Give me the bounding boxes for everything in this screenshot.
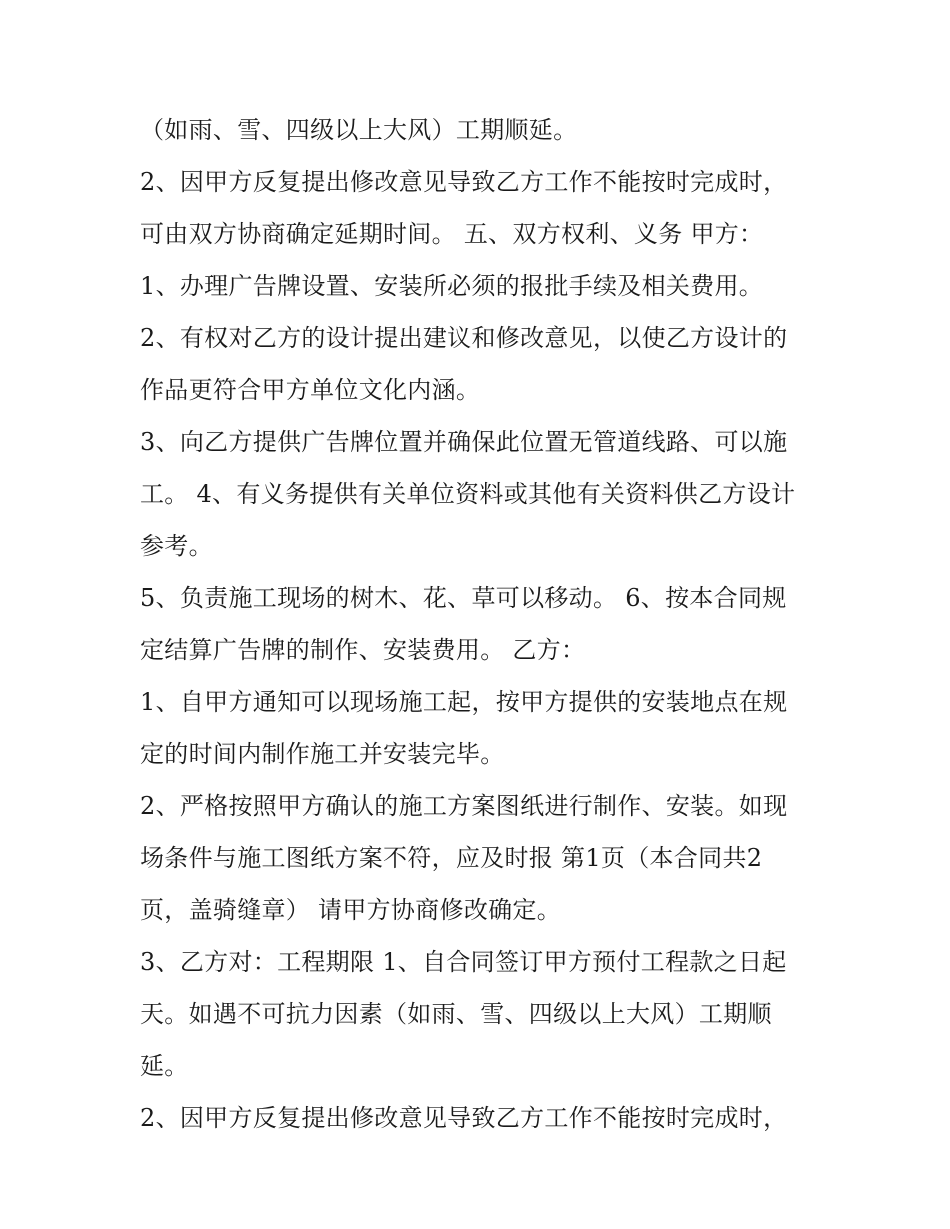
text-line-1: （如雨、雪、四级以上大风）工期顺延。 (140, 116, 578, 144)
text-line-11: 定结算广告牌的制作、安装费用。 乙方： (140, 636, 586, 664)
text-line-18: 天。如遇不可抗力因素（如雨、雪、四级以上大风）工期顺 (140, 1000, 772, 1028)
text-line-14: 2、严格按照甲方确认的施工方案图纸进行制作、安装。如现 (140, 792, 788, 820)
text-line-6: 作品更符合甲方单位文化内涵。 (140, 376, 481, 404)
text-line-13: 定的时间内制作施工并安装完毕。 (140, 740, 505, 768)
text-line-16: 页，盖骑缝章） 请甲方协商修改确定。 (140, 896, 562, 924)
text-line-3: 可由双方协商确定延期时间。 五、双方权利、义务 甲方： (140, 220, 764, 248)
text-line-9: 参考。 (140, 532, 213, 560)
text-line-12: 1、自甲方通知可以现场施工起，按甲方提供的安装地点在规 (140, 688, 788, 716)
text-line-20: 2、因甲方反复提出修改意见导致乙方工作不能按时完成时， (140, 1104, 788, 1132)
contract-text (140, 104, 820, 1144)
text-line-5: 2、有权对乙方的设计提出建议和修改意见，以使乙方设计的 (140, 324, 788, 352)
text-line-2: 2、因甲方反复提出修改意见导致乙方工作不能按时完成时， (140, 168, 788, 196)
text-line-15: 场条件与施工图纸方案不符，应及时报 第1页（本合同共2 (140, 844, 763, 872)
text-line-17: 3、乙方对：工程期限 1、自合同签订甲方预付工程款之日起 (140, 948, 787, 976)
text-line-7: 3、向乙方提供广告牌位置并确保此位置无管道线路、可以施 (140, 428, 788, 456)
text-line-19: 延。 (140, 1052, 189, 1080)
text-line-8: 工。 4、有义务提供有关单位资料或其他有关资料供乙方设计 (140, 480, 796, 508)
text-line-10: 5、负责施工现场的树木、花、草可以移动。 6、按本合同规 (140, 584, 787, 612)
text-line-4: 1、办理广告牌设置、安装所必须的报批手续及相关费用。 (140, 272, 764, 300)
